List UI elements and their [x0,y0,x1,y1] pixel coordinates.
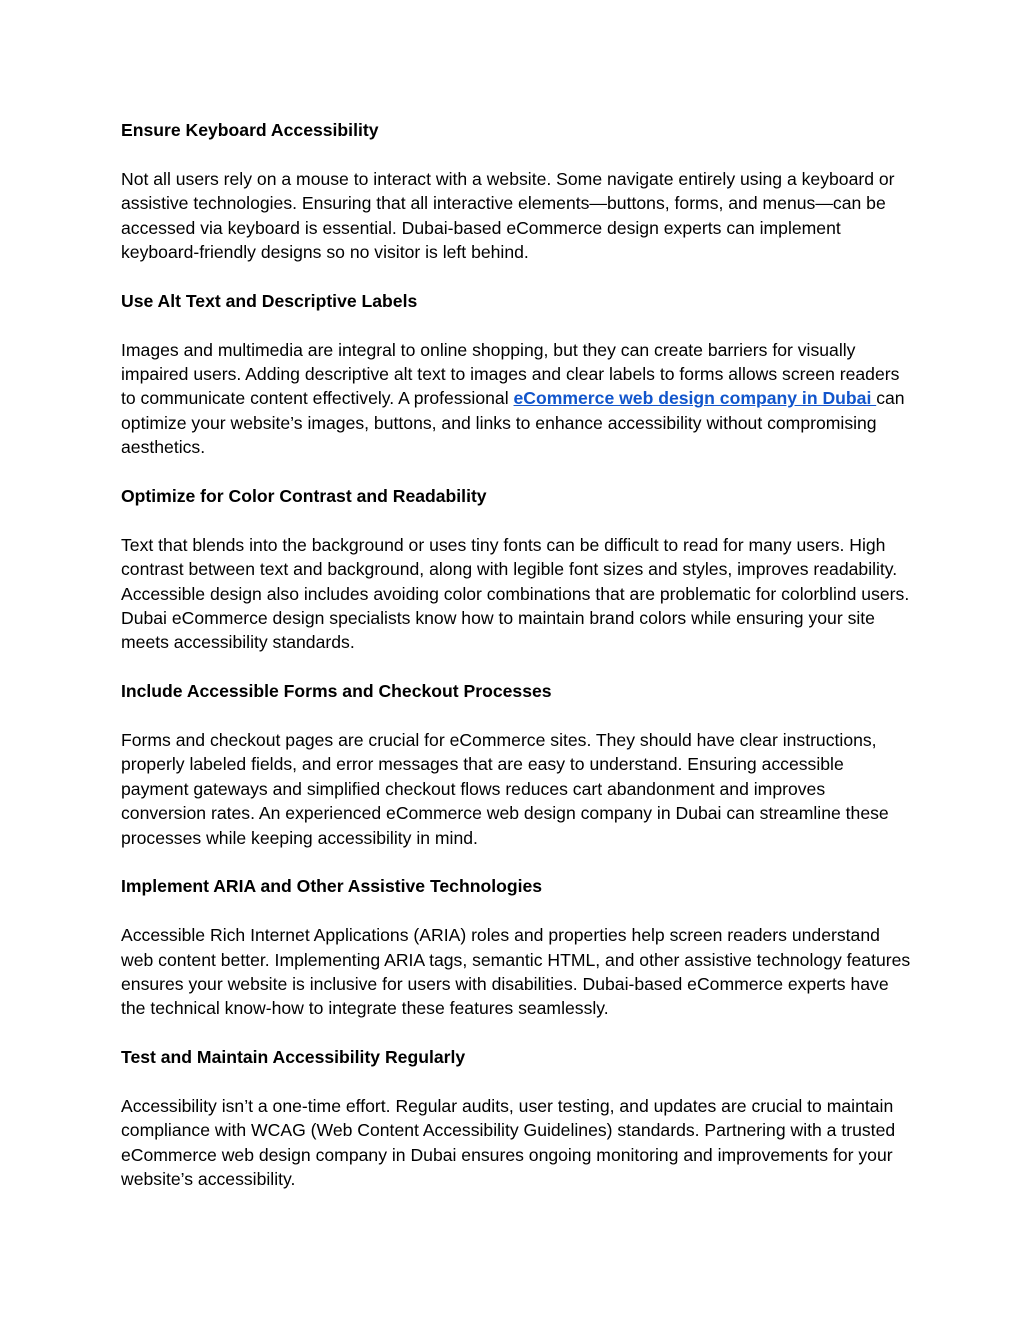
section-alt-text [121,289,911,460]
section-heading: Optimize for Color Contrast and Readability [121,486,487,507]
section-heading: Use Alt Text and Descriptive Labels [121,290,418,311]
section-heading: Test and Maintain Accessibility Regularly [121,1047,466,1068]
section-heading: Ensure Keyboard Accessibility [121,120,379,140]
paragraph-text-after-link: can optimize your website’s images, buttons, and links to enhance accessibility without compromising aesthetics. [121,388,905,458]
ecommerce-company-link[interactable]: eCommerce web design company in Dubai [513,388,877,409]
section-color-contrast [121,484,911,655]
section-aria [121,874,911,1020]
document-page [121,118,911,1216]
section-paragraph: Not all users rely on a mouse to interact with a website. Some navigate entirely using a keyboard or assistive technologies. Ensuring that all interactive elements—buttons, forms, and menus—can be accessed via keyboard is essential. Dubai-based eCommerce design experts can implement keyboard-friendly designs so no visitor is left behind. [121,168,895,263]
section-heading: Include Accessible Forms and Checkout Processes [121,681,552,702]
section-test-maintain [121,1045,911,1191]
section-paragraph [121,338,911,460]
section-accessible-forms [121,679,911,850]
section-keyboard-accessibility [121,118,911,264]
paragraph-text-before-link: Images and multimedia are integral to online shopping, but they can create barriers for visually impaired users. Adding descriptive alt text to images and clear labels to forms allows screen readers to communicate content effectively. A professional [121,339,900,409]
section-paragraph: Text that blends into the background or uses tiny fonts can be difficult to read for many users. High contrast between text and background, along with legible font sizes and styles, improves readability. Accessible design also includes avoiding color combinations that are problematic for colorblind users. Dubai eCommerce design specialists know how to maintain brand colors while ensuring your site meets accessibility standards. [121,534,910,653]
section-paragraph: Accessible Rich Internet Applications (ARIA) roles and properties help screen readers understand web content better. Implementing ARIA tags, semantic HTML, and other assistive technology features ensures your website is inclusive for users with disabilities. Dubai-based eCommerce experts have the technical know-how to integrate these features seamlessly. [121,925,911,1019]
section-paragraph: Forms and checkout pages are crucial for eCommerce sites. They should have clear instructions, properly labeled fields, and error messages that are easy to understand. Ensuring accessible payment gateways and simplified checkout flows reduces cart abandonment and improves conversion rates. An experienced eCommerce web design company in Dubai can streamline these processes while keeping accessibility in mind. [121,730,889,848]
section-paragraph: Accessibility isn’t a one-time effort. Regular audits, user testing, and updates are crucial to maintain compliance with WCAG (Web Content Accessibility Guidelines) standards. Partnering with a trusted eCommerce web design company in Dubai ensures ongoing monitoring and improvements for your website’s accessibility. [121,1096,896,1190]
section-heading: Implement ARIA and Other Assistive Technologies [121,876,543,897]
